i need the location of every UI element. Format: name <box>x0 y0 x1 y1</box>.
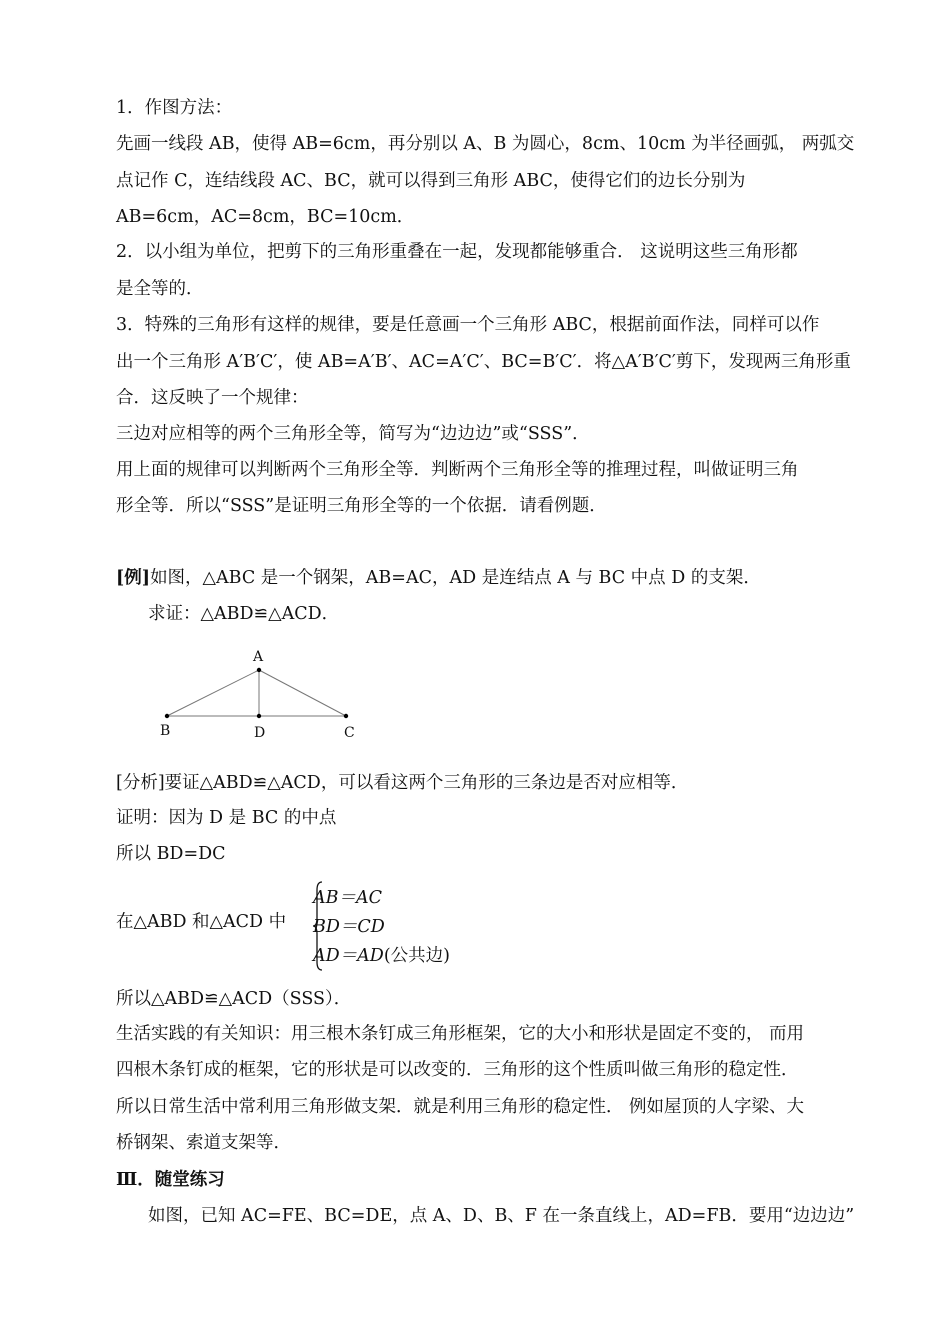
method-heading: 1．作图方法： <box>116 98 233 118</box>
paragraph-line: 出一个三角形 A′B′C′，使 AB=A′B′、AC=A′C′、BC=B′C′．将△A′B′C′剪下，发现两三角形重 <box>116 352 851 372</box>
paragraph-line: 2．以小组为单位，把剪下的三角形重叠在一起，发现都能够重合． 这说明这些三角形都 <box>116 242 798 262</box>
point-c <box>344 714 348 718</box>
paragraph-line: 四根木条钉成的框架，它的形状是可以改变的．三角形的这个性质叫做三角形的稳定性． <box>116 1060 799 1080</box>
paragraph-line: 点记作 C，连结线段 AC、BC，就可以得到三角形 ABC，使得它们的边长分别为 <box>116 171 746 191</box>
section-heading: Ⅲ．随堂练习 <box>116 1170 225 1190</box>
proof-line: 证明：因为 D 是 BC 的中点 <box>116 808 337 828</box>
paragraph-line: 先画一线段 AB，使得 AB=6cm，再分别以 A、B 为圆心，8cm、10cm 为半径画弧， 两弧交 <box>116 134 855 154</box>
paragraph-line: 3．特殊的三角形有这样的规律，要是任意画一个三角形 ABC，根据前面作法，同样可以作 <box>116 315 820 335</box>
prove-statement: 求证：△ABD≌△ACD． <box>148 604 340 624</box>
triangle-diagram <box>150 645 370 745</box>
paragraph-line: 用上面的规律可以判断两个三角形全等．判断两个三角形全等的推理过程，叫做证明三角 <box>116 460 799 480</box>
paragraph-line: 形全等．所以“SSS”是证明三角形全等的一个依据．请看例题． <box>116 496 607 516</box>
label-a: A <box>253 649 264 665</box>
analysis-line: [分析]要证△ABD≌△ACD，可以看这两个三角形的三条边是否对应相等． <box>116 773 689 793</box>
paragraph-line: 合．这反映了一个规律： <box>116 388 309 408</box>
point-d <box>257 714 261 718</box>
equation-2: BD＝CD <box>313 917 385 937</box>
example-tag: [例] <box>116 568 151 588</box>
paragraph-line: 是全等的． <box>116 279 204 299</box>
paragraph-line: 所以日常生活中常利用三角形做支架．就是利用三角形的稳定性． 例如屋顶的人字梁、大 <box>116 1097 805 1117</box>
equation-system <box>116 880 536 972</box>
equation-3-expr: AD＝AD <box>313 946 384 966</box>
paragraph-line: 生活实践的有关知识：用三根木条钉成三角形框架，它的大小和形状是固定不变的， 而用 <box>116 1024 805 1044</box>
point-a <box>257 668 261 672</box>
system-lead: 在△ABD 和△ACD 中 <box>116 912 287 932</box>
segment-ab <box>167 670 259 716</box>
label-d: D <box>254 725 266 741</box>
sss-rule: 三边对应相等的两个三角形全等，简写为“边边边”或“SSS”． <box>116 424 590 444</box>
paragraph-line: 桥钢架、索道支架等． <box>116 1133 291 1153</box>
label-b: B <box>160 723 171 739</box>
label-c: C <box>344 725 355 741</box>
conclusion-line: 所以△ABD≌△ACD（SSS）． <box>116 989 352 1009</box>
paragraph-line: AB=6cm，AC=8cm，BC=10cm． <box>116 207 415 227</box>
exercise-line: 如图，已知 AC=FE、BC=DE，点 A、D、B、F 在一条直线上，AD=FB．要用“边边边” <box>148 1206 855 1226</box>
segment-ac <box>259 670 346 716</box>
point-b <box>165 714 169 718</box>
equation-3-note: (公共边) <box>383 946 450 966</box>
equation-1: AB＝AC <box>313 888 383 908</box>
proof-line: 所以 BD=DC <box>116 844 226 864</box>
equation-3 <box>313 942 450 967</box>
example-line <box>116 566 761 590</box>
example-text: 如图，△ABC 是一个钢架，AB=AC，AD 是连结点 A 与 BC 中点 D 的支架． <box>150 568 761 588</box>
